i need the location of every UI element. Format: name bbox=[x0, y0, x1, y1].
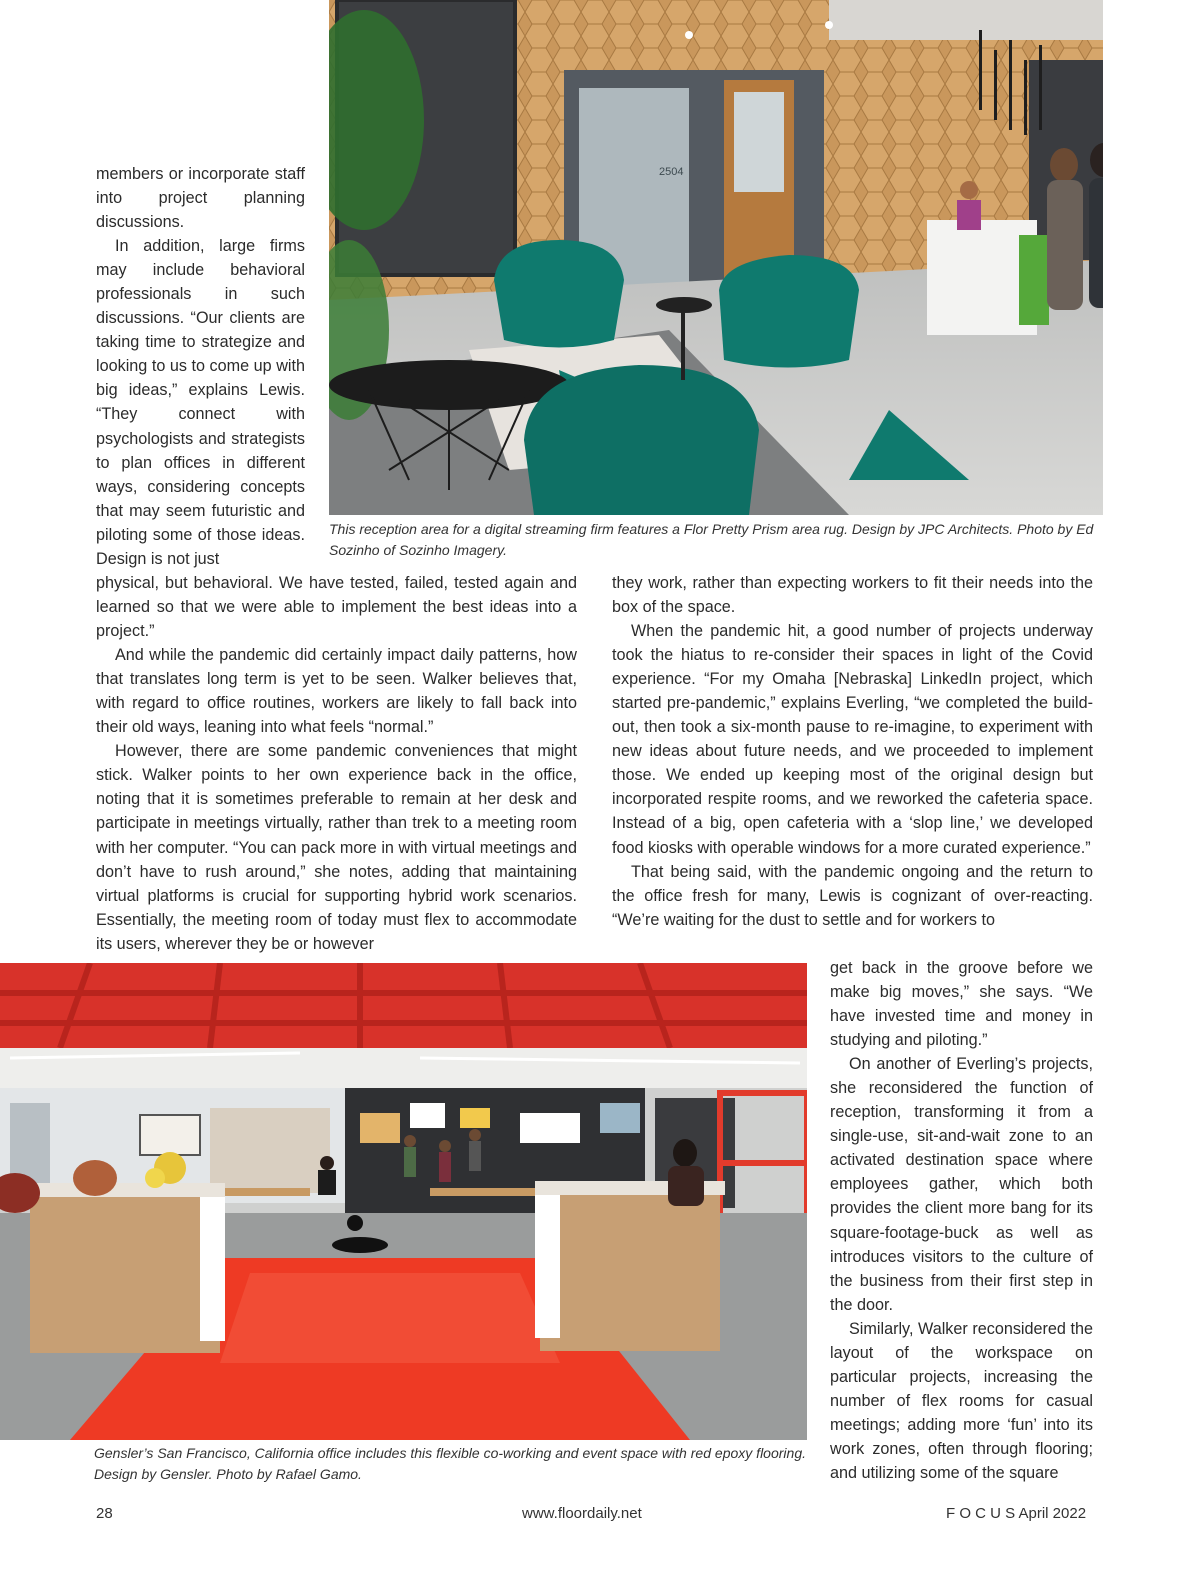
page-number: 28 bbox=[96, 1505, 113, 1522]
caption-reception: This reception area for a digital streaming firm features a Flor Pretty Prism area rug. Design by JPC Architects. Photo by Ed Sozinho of Sozinho Imagery. bbox=[329, 521, 1094, 558]
paragraph: When the pandemic hit, a good number of projects underway took the hiatus to re-consider their spaces in light of the Covid experience. “For my Omaha [Nebraska] LinkedIn project, which started pre-pandemic,” explains Everling, “we completed the build-out, then took a six-month pause to re-imagine, to experiment with new ideas about future needs, and we proceeded to implement those. We ended up keeping most of the original design but incorporated respite rooms, and we reworked the cafeteria space. Instead of a big, open cafeteria with a ‘slop line,’ we developed food kiosks with operable windows for a more curated experience.” bbox=[612, 622, 1093, 857]
caption-gensler: Gensler’s San Francisco, California office includes this flexible co-working and event space with red epoxy flooring. Design by Gensler. Photo by Rafael Gamo. bbox=[94, 1445, 806, 1482]
paragraph: On another of Everling’s projects, she reconsidered the function of reception, transforming it from a single-use, sit-and-wait zone to an activated destination space where employees gather, which both provides the client more bang for its square-footage-buck as well as introduces visitors to the culture of the business from their first step in the door. bbox=[830, 1055, 1093, 1314]
paragraph: Similarly, Walker reconsidered the layout of the workspace on particular projects, increasing the number of flex rooms for casual meetings; adding more ‘fun’ into its work zones, often through flooring; and utilizing some of the square bbox=[830, 1319, 1093, 1482]
paragraph: members or incorporate staff into project planning discussions. bbox=[96, 165, 305, 232]
paragraph: That being said, with the pandemic ongoing and the return to the office fresh for many, Lewis is cognizant of over-reacting. “We’re waiting for the dust to settle and for workers to bbox=[612, 862, 1093, 929]
column-1-top bbox=[96, 162, 305, 571]
reception-illustration bbox=[329, 0, 1103, 515]
paragraph: physical, but behavioral. We have tested, failed, tested again and learned so that we were able to implement the best ideas into a project.” bbox=[96, 574, 577, 641]
column-1 bbox=[96, 571, 577, 956]
paragraph: they work, rather than expecting workers to fit their needs into the box of the space. bbox=[612, 574, 1093, 617]
paragraph: get back in the groove before we make big moves,” she says. “We have invested time and money in studying and piloting.” bbox=[830, 959, 1093, 1050]
magazine-issue: F O C U S April 2022 bbox=[946, 1505, 1087, 1522]
gensler-office-photo bbox=[0, 963, 807, 1440]
paragraph: However, there are some pandemic conveniences that might stick. Walker points to her own experience back in the office, noting that it is sometimes preferable to remain at her desk and participate in meetings virtually, rather than trek to a meeting room with her computer. “You can pack more in with virtual meetings and don’t have to rush around,” she notes, adding that maintaining virtual platforms is crucial for supporting hybrid work scenarios. Essentially, the meeting room of today must flex to accommodate its users, wherever they be or however bbox=[96, 742, 577, 953]
column-2-bottom bbox=[830, 956, 1093, 1485]
reception-photo bbox=[329, 0, 1103, 515]
paragraph: In addition, large firms may include behavioral professionals in such discussions. “Our clients are taking time to strategize and looking to us to come up with big ideas,” explains Lewis. “They connect with psychologists and strategists to plan offices in different ways, considering concepts that may seem futuristic and piloting some of those ideas. Design is not just bbox=[96, 237, 305, 568]
door-number: 2504 bbox=[659, 166, 684, 178]
website: www.floordaily.net bbox=[522, 1505, 642, 1522]
column-2-top bbox=[612, 571, 1093, 932]
paragraph: And while the pandemic did certainly impact daily patterns, how that translates long term is yet to be seen. Walker believes that, with regard to office routines, workers are likely to fall back into their old ways, leaning into what feels “normal.” bbox=[96, 646, 577, 737]
office-illustration bbox=[0, 963, 807, 1440]
